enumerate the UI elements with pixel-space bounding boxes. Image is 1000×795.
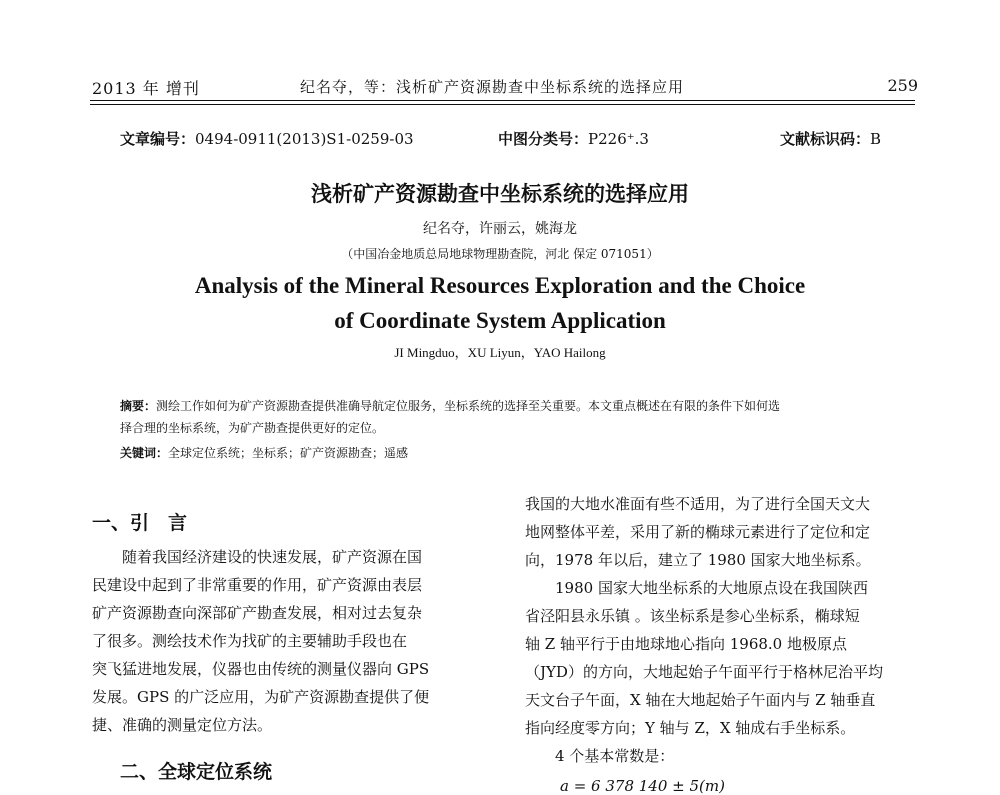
running-header-left: 2013 年 增刊 <box>92 79 200 98</box>
paragraph-line: 矿产资源勘查向深部矿产勘查发展，相对过去复杂 <box>92 604 423 622</box>
paragraph-line: 地网整体平差，采用了新的椭球元素进行了定位和定 <box>525 523 871 541</box>
document-code-value: B <box>870 130 882 148</box>
clc-value: P226⁺.3 <box>588 130 649 148</box>
keywords-label: 关键词： <box>120 446 169 460</box>
paper-title-en-line1: Analysis of the Mineral Resources Exploration and the Choice <box>194 273 806 298</box>
keywords <box>120 442 890 464</box>
paragraph-line: 轴 Z 轴平行于由地球地心指向 1968.0 地极原点 <box>525 635 847 653</box>
header-rule-thick <box>90 100 915 101</box>
authors-cn: 纪名夺，许丽云，姚海龙 <box>423 221 577 237</box>
article-number-value: 0494-0911(2013)S1-0259-03 <box>195 130 414 148</box>
paragraph-line: 民建设中起到了非常重要的作用，矿产资源由表层 <box>92 576 423 594</box>
paragraph-line: 捷、准确的测量定位方法。 <box>92 716 273 734</box>
article-number <box>120 128 414 149</box>
header-rule-thin <box>90 104 915 105</box>
section-heading-gps: 二、全球定位系统 <box>120 761 273 783</box>
paper-title-en-line2: of Coordinate System Application <box>334 308 666 333</box>
right-column-text <box>525 490 920 770</box>
section-heading-introduction: 一、引 言 <box>92 512 188 534</box>
formula-semi-major-axis: a = 6 378 140 ± 5(m) <box>560 777 725 795</box>
article-number-label: 文章编号： <box>120 130 196 148</box>
paragraph-line: 我国的大地水准面有些不适用，为了进行全国天文大 <box>525 495 871 513</box>
abstract-line2: 择合理的坐标系统，为矿产勘查提供更好的定位。 <box>120 421 385 435</box>
running-header-title: 纪名夺，等：浅析矿产资源勘查中坐标系统的选择应用 <box>300 78 685 96</box>
abstract-line1: 测绘工作如何为矿产资源勘查提供准确导航定位服务，坐标系统的选择至关重要。本文重点概述在有限的条件下如何选 <box>156 399 781 413</box>
paragraph-line: （JYD）的方向，大地起始子午面平行于格林尼治平均 <box>525 663 883 681</box>
abstract-label: 摘要： <box>120 399 157 413</box>
affiliation-cn: （中国冶金地质总局地球物理勘查院，河北 保定 071051） <box>341 247 659 261</box>
authors-en: JI Mingduo，XU Liyun，YAO Hailong <box>394 345 606 360</box>
document-code-label: 文献标识码： <box>780 130 871 148</box>
page-number: 259 <box>887 76 918 95</box>
clc-label: 中图分类号： <box>498 130 589 148</box>
document-code <box>780 128 881 149</box>
paragraph-line: 发展。GPS 的广泛应用，为矿产资源勘查提供了便 <box>92 688 430 706</box>
paragraph-line: 了很多。测绘技术作为找矿的主要辅助手段也在 <box>92 632 408 650</box>
abstract <box>120 395 890 439</box>
keywords-text: 全球定位系统；坐标系；矿产资源勘查；遥感 <box>168 446 409 460</box>
paper-title-cn: 浅析矿产资源勘查中坐标系统的选择应用 <box>311 181 689 206</box>
paragraph-line: 天文台子午面，X 轴在大地起始子午面内与 Z 轴垂直 <box>525 691 876 709</box>
paragraph-line: 指向经度零方向；Y 轴与 Z，X 轴成右手坐标系。 <box>525 719 856 737</box>
paragraph-line: 突飞猛进地发展，仪器也由传统的测量仪器向 GPS <box>92 660 430 678</box>
paragraph-line: 向，1978 年以后，建立了 1980 国家大地坐标系。 <box>525 551 871 569</box>
paragraph-line: 随着我国经济建设的快速发展，矿产资源在国 <box>92 548 423 566</box>
intro-paragraph <box>92 543 500 739</box>
clc-number <box>498 128 649 149</box>
paragraph-line: 1980 国家大地坐标系的大地原点设在我国陕西 <box>525 579 868 597</box>
paragraph-line: 省泾阳县永乐镇 。该坐标系是参心坐标系，椭球短 <box>525 607 860 625</box>
constants-intro: 4 个基本常数是： <box>525 747 675 765</box>
